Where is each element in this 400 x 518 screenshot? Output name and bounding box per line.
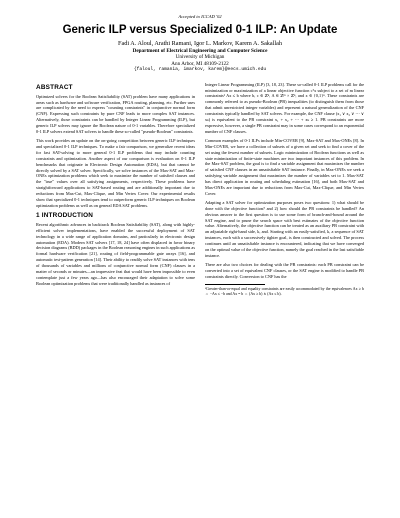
footnote-divider bbox=[205, 284, 265, 285]
affiliation-university: University of Michigan bbox=[175, 54, 225, 61]
header-note: Accepted to ICCAD '02 bbox=[178, 14, 222, 19]
two-column-body bbox=[36, 82, 364, 297]
affiliation-department: Department of Electrical Engineering and Computer Science bbox=[132, 48, 268, 54]
paper-title: Generic ILP versus Specialized 0-1 ILP: An Update bbox=[62, 24, 338, 36]
footnote: ¹Greater-than-or-equal and equality constraints are easily accommodated by the equivalences Ax ≥ b ⇔ −Ax ≤ −b and Ax = b ⇔ (Ax ≥ b) ∧ (Ax ≤ b). bbox=[205, 286, 364, 296]
right-column bbox=[205, 82, 364, 297]
affiliation-city: Ann Arbor, MI 48109-2122 bbox=[171, 60, 229, 67]
author-emails: {faloul, ramania, imarkov, karem}@eecs.umich.edu bbox=[133, 67, 267, 73]
abstract-heading: ABSTRACT bbox=[36, 83, 73, 91]
introduction-heading: 1 INTRODUCTION bbox=[36, 211, 94, 219]
left-column bbox=[36, 82, 195, 297]
body-paragraph: Integer Linear Programming (ILP) [3, 18, 23]. These so-called 0-1 ILP problems call for the minimization or maximization of a linear objective function cᵀx subject to a set of m linear constraints¹ Ax ≤ b where b, c ∈ ℤⁿ, A ∈ ℤᵐ × ℤⁿ, and x ∈ {0,1}ⁿ. These constraints are commonly referred to as pseudo-Boolean (PB) inequalities (to distinguish them from those that admit unrestricted integer variables) and represent a natural generalization of the CNF constraints typically handled by SAT solvers. For example, the CNF clause (x₁ ∨ x₂ ∨ ⋯ ∨ xₖ) is equivalent to the PB constraint x₁ + x₂ + ⋯ + xₖ ≥ 1. PB constraints are more expressive, however, a single PB constraint may in some cases correspond to an exponential number of CNF clauses. bbox=[205, 81, 364, 134]
abstract-paragraph: This work provides an update on the on-going competition between generic ILP techniques and specialized 0-1 ILP techniques. To make a fair comparison, we generalize recent ideas for fast SAT-solving to more general 0-1 ILP problems that may include counting constraints and optimization. Another aspect of our comparison is evaluation on 0-1 ILP benchmarks that originate in Electronic Design Automation (EDA), but that cannot be directly solved by a SAT solver. Specifically, we solve instances of the Max-SAT and Max-ONEs optimization problems which seek to maximize the number of satisfied clauses and the "true" values over all satisfying assignments, respectively. These problems have straightforward applications to SAT-based routing and are additionally important due to reductions from Max-Cut, Max-Clique, and Min Vertex Cover. Our experimental results show that specialized 0-1 techniques tend to outperform generic ILP techniques on Boolean optimization problems as well as on general EDA SAT problems. bbox=[36, 137, 195, 208]
author-list: Fadi A. Aloul, Arathi Ramani, Igor L. Markov, Karem A. Sakallah bbox=[118, 40, 282, 47]
abstract-paragraph: Optimized solvers for the Boolean Satisfiability (SAT) problem have many applications in areas such as hardware and software verification, FPGA routing, planning, etc. Further uses are complicated by the need to express "counting constraints" in conjunctive normal form (CNF). Expressing such constraints by pure CNF leads to more complex SAT instances. Alternatively, those constraints can be handled by Integer Linear Programming (ILP), but generic ILP solvers may ignore the Boolean nature of 0-1 variables. Therefore specialized 0-1 ILP solvers extend SAT solvers to handle these so-called "pseudo-Boolean" constraints. bbox=[36, 93, 195, 135]
body-paragraph: Common examples of 0-1 ILPs include Min-COVER [9], Max-SAT and Max-ONEs [8]. In Min-COVER, we have a collection of subsets of a given set and seek to find a cover of the set using the fewest number of subsets. Logic minimization of Boolean functions as well as state minimization of finite-state machines are two important instances of this problem. In the Max-SAT problem, the goal is to find a variable assignment that maximizes the number of satisfied CNF clauses in an unsatisfiable SAT instance. Finally, in Max-ONEs we seek a satisfying variable assignment that maximizes the number of variables set to 1. Max-SAT has direct application in routing and scheduling estimation [16], and both Max-SAT and Max-ONEs are important due to reductions from Max-Cut, Max-Clique, and Min Vertex Cover. bbox=[205, 137, 364, 196]
body-paragraph: There are also two choices for dealing with the PB constraints: each PB constraint can be converted into a set of equivalent CNF clauses, or the SAT engine is modified to handle PB constraints directly. Conversion to CNF has the bbox=[205, 261, 364, 279]
introduction-paragraph: Recent algorithmic advances in backtrack Boolean Satisfiability (SAT), along with highly-efficient solver implementations, have enabled the successful deployment of SAT technology in a wide range of application domains, and particularly in electronic design automation (EDA). Modern SAT solvers [17, 18, 24] have often displaced in favor binary decision diagrams (BDD) packages in the Boolean reasoning engines in such applications as formal hardware verification [21], routing of field-programmable gate arrays [16], and automatic test-pattern generation [14]. Their ability to readily solve SAT instances with tens of thousands of variables and millions of conjunctive normal form (CNF) clauses in a matter of seconds or minutes—an impressive feat that would have been impossible to even contemplate just a few years ago—has also encouraged their adaptation to solve some Boolean optimization problems that were traditionally handled as instances of bbox=[36, 221, 195, 286]
body-paragraph: Adapting a SAT solver for optimization purposes poses two questions: 1) what should be done with the objective function? and 2) how should the PB constraints be handled? An obvious answer to the first question is to use some form of branch-and-bound around the SAT engine, and to prune the search space with best estimates of the objective function value. Alternatively, the objective function can be treated as an auxiliary PB constraint with an adjustable right-hand side, k, and. Starting with an easily-satisfied, k, a sequence of SAT instances, each with a successively tighter goal, is then constructed and solved. The process continues until an unsatisfiable instance is encountered, indicating that we have converged on the optimal value of the objective function, namely the goal reached in the last satisfiable instance. bbox=[205, 199, 364, 258]
